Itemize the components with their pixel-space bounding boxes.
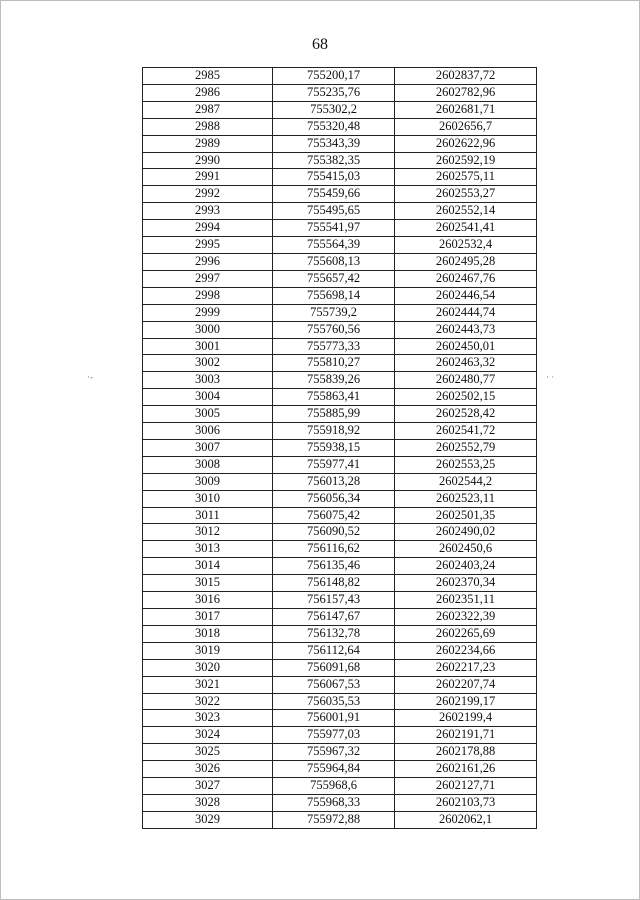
point-number-cell: 3005 bbox=[143, 406, 273, 423]
x-coordinate-cell: 755760,56 bbox=[273, 321, 395, 338]
table-row bbox=[143, 710, 537, 727]
x-coordinate-cell: 755839,26 bbox=[273, 372, 395, 389]
point-number-cell: 3010 bbox=[143, 490, 273, 507]
point-number-cell: 2994 bbox=[143, 220, 273, 237]
table-row bbox=[143, 456, 537, 473]
y-coordinate-cell: 2602681,71 bbox=[395, 101, 537, 118]
y-coordinate-cell: 2602444,74 bbox=[395, 304, 537, 321]
y-coordinate-cell: 2602837,72 bbox=[395, 68, 537, 85]
x-coordinate-cell: 756090,52 bbox=[273, 524, 395, 541]
point-number-cell: 2999 bbox=[143, 304, 273, 321]
y-coordinate-cell: 2602191,71 bbox=[395, 727, 537, 744]
table-row bbox=[143, 744, 537, 761]
y-coordinate-cell: 2602622,96 bbox=[395, 135, 537, 152]
y-coordinate-cell: 2602178,88 bbox=[395, 744, 537, 761]
point-number-cell: 3004 bbox=[143, 389, 273, 406]
point-number-cell: 3015 bbox=[143, 575, 273, 592]
table-row bbox=[143, 642, 537, 659]
point-number-cell: 3007 bbox=[143, 439, 273, 456]
point-number-cell: 3001 bbox=[143, 338, 273, 355]
x-coordinate-cell: 755938,15 bbox=[273, 439, 395, 456]
table-row bbox=[143, 253, 537, 270]
table-row bbox=[143, 693, 537, 710]
table-row bbox=[143, 304, 537, 321]
y-coordinate-cell: 2602199,4 bbox=[395, 710, 537, 727]
y-coordinate-cell: 2602450,01 bbox=[395, 338, 537, 355]
table-row bbox=[143, 541, 537, 558]
point-number-cell: 2985 bbox=[143, 68, 273, 85]
point-number-cell: 3000 bbox=[143, 321, 273, 338]
y-coordinate-cell: 2602127,71 bbox=[395, 778, 537, 795]
table-row bbox=[143, 507, 537, 524]
point-number-cell: 2993 bbox=[143, 203, 273, 220]
table-row bbox=[143, 287, 537, 304]
table-row bbox=[143, 203, 537, 220]
y-coordinate-cell: 2602544,2 bbox=[395, 473, 537, 490]
point-number-cell: 3003 bbox=[143, 372, 273, 389]
y-coordinate-cell: 2602528,42 bbox=[395, 406, 537, 423]
table-row bbox=[143, 389, 537, 406]
table-row bbox=[143, 473, 537, 490]
x-coordinate-cell: 755885,99 bbox=[273, 406, 395, 423]
x-coordinate-cell: 756112,64 bbox=[273, 642, 395, 659]
x-coordinate-cell: 755657,42 bbox=[273, 270, 395, 287]
y-coordinate-cell: 2602234,66 bbox=[395, 642, 537, 659]
x-coordinate-cell: 755564,39 bbox=[273, 237, 395, 254]
x-coordinate-cell: 755964,84 bbox=[273, 761, 395, 778]
table-row bbox=[143, 135, 537, 152]
y-coordinate-cell: 2602322,39 bbox=[395, 609, 537, 626]
point-number-cell: 3006 bbox=[143, 423, 273, 440]
x-coordinate-cell: 755977,41 bbox=[273, 456, 395, 473]
table-row bbox=[143, 338, 537, 355]
point-number-cell: 2998 bbox=[143, 287, 273, 304]
table-row bbox=[143, 321, 537, 338]
x-coordinate-cell: 756075,42 bbox=[273, 507, 395, 524]
y-coordinate-cell: 2602403,24 bbox=[395, 558, 537, 575]
x-coordinate-cell: 755863,41 bbox=[273, 389, 395, 406]
point-number-cell: 3022 bbox=[143, 693, 273, 710]
x-coordinate-cell: 756148,82 bbox=[273, 575, 395, 592]
point-number-cell: 2990 bbox=[143, 152, 273, 169]
coordinates-table-body bbox=[143, 68, 537, 829]
coordinates-table bbox=[142, 67, 537, 829]
table-row bbox=[143, 811, 537, 828]
scan-speck: · · bbox=[546, 372, 555, 382]
point-number-cell: 2996 bbox=[143, 253, 273, 270]
x-coordinate-cell: 755541,97 bbox=[273, 220, 395, 237]
x-coordinate-cell: 755698,14 bbox=[273, 287, 395, 304]
x-coordinate-cell: 756056,34 bbox=[273, 490, 395, 507]
point-number-cell: 3024 bbox=[143, 727, 273, 744]
y-coordinate-cell: 2602656,7 bbox=[395, 118, 537, 135]
x-coordinate-cell: 755200,17 bbox=[273, 68, 395, 85]
table-row bbox=[143, 186, 537, 203]
y-coordinate-cell: 2602103,73 bbox=[395, 794, 537, 811]
point-number-cell: 3012 bbox=[143, 524, 273, 541]
point-number-cell: 3009 bbox=[143, 473, 273, 490]
x-coordinate-cell: 755918,92 bbox=[273, 423, 395, 440]
table-row bbox=[143, 84, 537, 101]
x-coordinate-cell: 756001,91 bbox=[273, 710, 395, 727]
point-number-cell: 2986 bbox=[143, 84, 273, 101]
table-row bbox=[143, 575, 537, 592]
point-number-cell: 3019 bbox=[143, 642, 273, 659]
point-number-cell: 3011 bbox=[143, 507, 273, 524]
point-number-cell: 3016 bbox=[143, 592, 273, 609]
y-coordinate-cell: 2602463,32 bbox=[395, 355, 537, 372]
x-coordinate-cell: 756135,46 bbox=[273, 558, 395, 575]
y-coordinate-cell: 2602446,54 bbox=[395, 287, 537, 304]
table-row bbox=[143, 423, 537, 440]
y-coordinate-cell: 2602443,73 bbox=[395, 321, 537, 338]
y-coordinate-cell: 2602450,6 bbox=[395, 541, 537, 558]
table-row bbox=[143, 676, 537, 693]
x-coordinate-cell: 756091,68 bbox=[273, 659, 395, 676]
point-number-cell: 3028 bbox=[143, 794, 273, 811]
table-row bbox=[143, 524, 537, 541]
x-coordinate-cell: 755495,65 bbox=[273, 203, 395, 220]
point-number-cell: 3025 bbox=[143, 744, 273, 761]
x-coordinate-cell: 755972,88 bbox=[273, 811, 395, 828]
x-coordinate-cell: 755608,13 bbox=[273, 253, 395, 270]
x-coordinate-cell: 755968,6 bbox=[273, 778, 395, 795]
x-coordinate-cell: 756067,53 bbox=[273, 676, 395, 693]
point-number-cell: 2989 bbox=[143, 135, 273, 152]
y-coordinate-cell: 2602575,11 bbox=[395, 169, 537, 186]
y-coordinate-cell: 2602782,96 bbox=[395, 84, 537, 101]
y-coordinate-cell: 2602501,35 bbox=[395, 507, 537, 524]
x-coordinate-cell: 756013,28 bbox=[273, 473, 395, 490]
point-number-cell: 2988 bbox=[143, 118, 273, 135]
y-coordinate-cell: 2602207,74 bbox=[395, 676, 537, 693]
x-coordinate-cell: 755415,03 bbox=[273, 169, 395, 186]
x-coordinate-cell: 755382,35 bbox=[273, 152, 395, 169]
point-number-cell: 2992 bbox=[143, 186, 273, 203]
table-row bbox=[143, 439, 537, 456]
table-row bbox=[143, 152, 537, 169]
table-row bbox=[143, 169, 537, 186]
y-coordinate-cell: 2602532,4 bbox=[395, 237, 537, 254]
x-coordinate-cell: 756157,43 bbox=[273, 592, 395, 609]
point-number-cell: 3014 bbox=[143, 558, 273, 575]
x-coordinate-cell: 755810,27 bbox=[273, 355, 395, 372]
x-coordinate-cell: 755459,66 bbox=[273, 186, 395, 203]
y-coordinate-cell: 2602592,19 bbox=[395, 152, 537, 169]
y-coordinate-cell: 2602553,25 bbox=[395, 456, 537, 473]
x-coordinate-cell: 755967,32 bbox=[273, 744, 395, 761]
point-number-cell: 3029 bbox=[143, 811, 273, 828]
y-coordinate-cell: 2602265,69 bbox=[395, 625, 537, 642]
point-number-cell: 3017 bbox=[143, 609, 273, 626]
x-coordinate-cell: 756116,62 bbox=[273, 541, 395, 558]
y-coordinate-cell: 2602502,15 bbox=[395, 389, 537, 406]
x-coordinate-cell: 756035,53 bbox=[273, 693, 395, 710]
y-coordinate-cell: 2602467,76 bbox=[395, 270, 537, 287]
y-coordinate-cell: 2602062,1 bbox=[395, 811, 537, 828]
y-coordinate-cell: 2602480,77 bbox=[395, 372, 537, 389]
x-coordinate-cell: 755739,2 bbox=[273, 304, 395, 321]
y-coordinate-cell: 2602552,79 bbox=[395, 439, 537, 456]
y-coordinate-cell: 2602523,11 bbox=[395, 490, 537, 507]
table-row bbox=[143, 270, 537, 287]
x-coordinate-cell: 755773,33 bbox=[273, 338, 395, 355]
table-row bbox=[143, 118, 537, 135]
table-row bbox=[143, 406, 537, 423]
point-number-cell: 2995 bbox=[143, 237, 273, 254]
y-coordinate-cell: 2602552,14 bbox=[395, 203, 537, 220]
table-row bbox=[143, 490, 537, 507]
x-coordinate-cell: 755235,76 bbox=[273, 84, 395, 101]
point-number-cell: 2997 bbox=[143, 270, 273, 287]
table-row bbox=[143, 372, 537, 389]
y-coordinate-cell: 2602541,72 bbox=[395, 423, 537, 440]
x-coordinate-cell: 755343,39 bbox=[273, 135, 395, 152]
x-coordinate-cell: 755977,03 bbox=[273, 727, 395, 744]
x-coordinate-cell: 756132,78 bbox=[273, 625, 395, 642]
x-coordinate-cell: 756147,67 bbox=[273, 609, 395, 626]
y-coordinate-cell: 2602370,34 bbox=[395, 575, 537, 592]
table-row bbox=[143, 778, 537, 795]
x-coordinate-cell: 755320,48 bbox=[273, 118, 395, 135]
point-number-cell: 3027 bbox=[143, 778, 273, 795]
x-coordinate-cell: 755302,2 bbox=[273, 101, 395, 118]
point-number-cell: 3002 bbox=[143, 355, 273, 372]
table-row bbox=[143, 794, 537, 811]
table-row bbox=[143, 609, 537, 626]
point-number-cell: 2991 bbox=[143, 169, 273, 186]
y-coordinate-cell: 2602495,28 bbox=[395, 253, 537, 270]
x-coordinate-cell: 755968,33 bbox=[273, 794, 395, 811]
y-coordinate-cell: 2602161,26 bbox=[395, 761, 537, 778]
y-coordinate-cell: 2602553,27 bbox=[395, 186, 537, 203]
table-row bbox=[143, 237, 537, 254]
table-row bbox=[143, 592, 537, 609]
point-number-cell: 3018 bbox=[143, 625, 273, 642]
table-row bbox=[143, 220, 537, 237]
point-number-cell: 3013 bbox=[143, 541, 273, 558]
table-row bbox=[143, 659, 537, 676]
table-row bbox=[143, 761, 537, 778]
point-number-cell: 3026 bbox=[143, 761, 273, 778]
table-row bbox=[143, 625, 537, 642]
table-row bbox=[143, 558, 537, 575]
point-number-cell: 3008 bbox=[143, 456, 273, 473]
y-coordinate-cell: 2602351,11 bbox=[395, 592, 537, 609]
y-coordinate-cell: 2602199,17 bbox=[395, 693, 537, 710]
table-row bbox=[143, 355, 537, 372]
page-number: 68 bbox=[312, 36, 328, 53]
point-number-cell: 3021 bbox=[143, 676, 273, 693]
table-row bbox=[143, 727, 537, 744]
point-number-cell: 3020 bbox=[143, 659, 273, 676]
y-coordinate-cell: 2602541,41 bbox=[395, 220, 537, 237]
point-number-cell: 2987 bbox=[143, 101, 273, 118]
scan-speck: ·- bbox=[87, 372, 93, 382]
table-row bbox=[143, 68, 537, 85]
y-coordinate-cell: 2602490,02 bbox=[395, 524, 537, 541]
y-coordinate-cell: 2602217,23 bbox=[395, 659, 537, 676]
table-row bbox=[143, 101, 537, 118]
point-number-cell: 3023 bbox=[143, 710, 273, 727]
